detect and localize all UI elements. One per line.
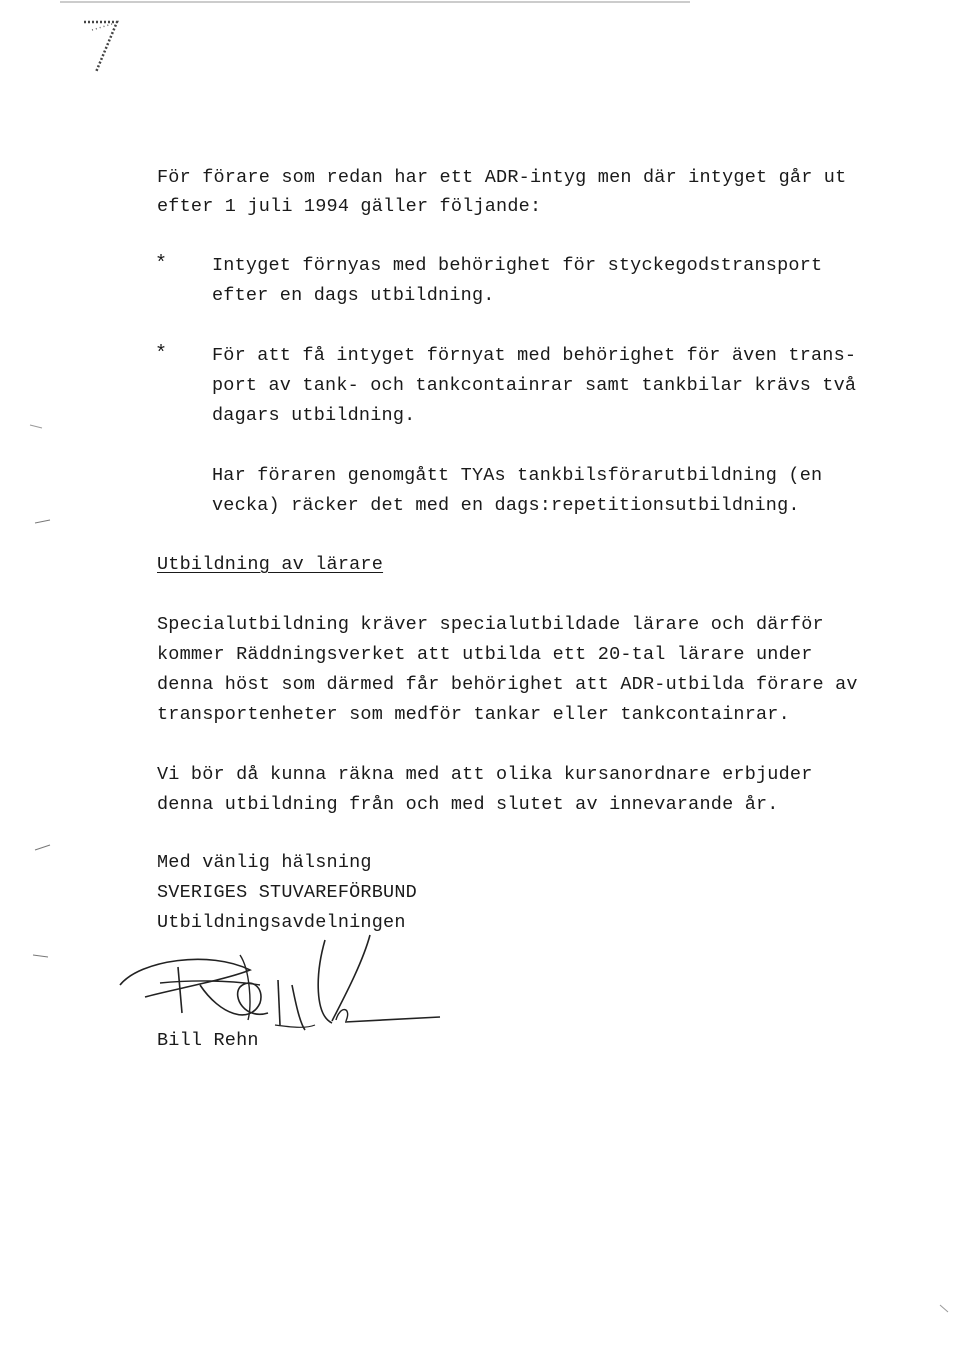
section-body-line-4: transportenheter som medför tankar eller tankcontainrar. (157, 704, 790, 725)
intro-line-2: efter 1 juli 1994 gäller följande: (157, 196, 542, 217)
section-body-line-1: Specialutbildning kräver specialutbildade lärare och därför (157, 614, 824, 635)
closing-line-1: Vi bör då kunna räkna med att olika kursanordnare erbjuder (157, 764, 813, 785)
bullet-1-line-2: efter en dags utbildning. (212, 285, 495, 306)
signoff-organization: SVERIGES STUVAREFÖRBUND (157, 882, 417, 903)
note-line-2: vecka) räcker det med en dags:repetitionsutbildning. (212, 495, 800, 516)
note-line-1: Har föraren genomgått TYAs tankbilsförarutbildning (en (212, 465, 823, 486)
signer-name: Bill Rehn (157, 1030, 259, 1051)
bullet-1-line-1: Intyget förnyas med behörighet för styckegodstransport (212, 255, 823, 276)
closing-line-2: denna utbildning från och med slutet av innevarande år. (157, 794, 779, 815)
handwritten-signature (100, 925, 450, 1045)
bullet-2-line-1: För att få intyget förnyat med behörighet för även trans- (212, 345, 857, 366)
bullet-marker-2: * (155, 343, 168, 366)
signoff-department: Utbildningsavdelningen (157, 912, 406, 933)
section-heading: Utbildning av lärare (157, 554, 384, 575)
signoff-greeting: Med vänlig hälsning (157, 852, 372, 873)
bullet-2-line-2: port av tank- och tankcontainrar samt tankbilar krävs två (212, 375, 857, 396)
bullet-2-line-3: dagars utbildning. (212, 405, 416, 426)
section-body-line-3: denna höst som därmed får behörighet att ADR-utbilda förare av (157, 674, 858, 695)
bullet-marker-1: * (155, 253, 168, 276)
section-body-line-2: kommer Räddningsverket att utbilda ett 20-tal lärare under (157, 644, 813, 665)
intro-line-1: För förare som redan har ett ADR-intyg men där intyget går ut (157, 167, 847, 188)
